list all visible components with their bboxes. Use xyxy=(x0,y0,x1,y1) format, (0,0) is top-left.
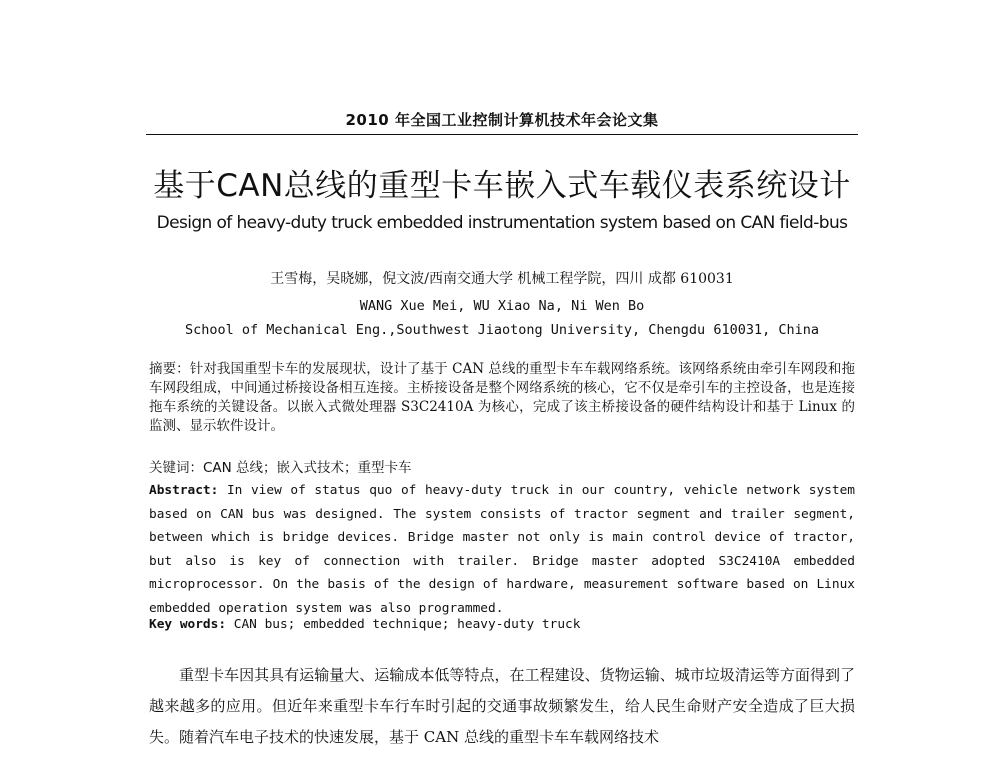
keywords-chinese-text: CAN 总线；嵌入式技术；重型卡车 xyxy=(203,460,412,476)
running-head: 2010 年全国工业控制计算机技术年会论文集 xyxy=(345,111,659,129)
paper-title-english: Design of heavy-duty truck embedded instrumentation system based on CAN field-bus xyxy=(156,213,848,233)
keywords-english-text: CAN bus; embedded technique; heavy-duty truck xyxy=(226,617,581,632)
keywords-chinese-label: 关键词： xyxy=(149,460,203,476)
body-paragraph: 重型卡车因其具有运输量大、运输成本低等特点，在工程建设、货物运输、城市垃圾清运等方面得到了越来越多的应用。但近年来重型卡车行车时引起的交通事故频繁发生，给人民生命财产安全造成了巨大损失。随着汽车电子技术的快速发展，基于 CAN 总线的重型卡车车载网络技术 xyxy=(149,666,855,746)
affiliation-english: School of Mechanical Eng.,Southwest Jiaotong University, Chengdu 610031, China xyxy=(185,322,819,338)
abstract-english xyxy=(149,479,855,620)
body-text xyxy=(149,660,855,753)
abstract-english-label: Abstract: xyxy=(149,483,219,498)
authors-chinese: 王雪梅，吴晓娜，倪文波/西南交通大学 机械工程学院，四川 成都 610031 xyxy=(270,271,734,287)
keywords-english-label: Key words: xyxy=(149,617,227,632)
paper-title-chinese: 基于CAN总线的重型卡车嵌入式车载仪表系统设计 xyxy=(153,168,851,204)
abstract-english-text: In view of status quo of heavy-duty truck in our country, vehicle network system based on CAN bus was designed. The system consists of tractor segment and trailer segment, between which is bridge devices. Bridge master not only is main control device of tractor, but also is key of connection with trailer. Bridge master adopted S3C2410A embedded microprocessor. On the basis of the design of hardware, measurement software based on Linux embedded operation system was also programmed. xyxy=(149,483,855,616)
keywords-english xyxy=(149,617,855,632)
authors-english: WANG Xue Mei, WU Xiao Na, Ni Wen Bo xyxy=(359,298,645,314)
header-rule xyxy=(146,134,858,135)
abstract-chinese-label: 摘要： xyxy=(149,361,190,377)
keywords-chinese xyxy=(149,456,855,476)
abstract-chinese-text: 针对我国重型卡车的发展现状，设计了基于 CAN 总线的重型卡车车载网络系统。该网络系统由牵引车网段和拖车网段组成，中间通过桥接设备相互连接。主桥接设备是整个网络系统的核心，它不仅是牵引车的主控设备，也是连接拖车系统的关键设备。以嵌入式微处理器 S3C2410A 为核心，完成了该主桥接设备的硬件结构设计和基于 Linux 的监测、显示软件设计。 xyxy=(149,361,855,434)
abstract-chinese xyxy=(149,360,855,436)
